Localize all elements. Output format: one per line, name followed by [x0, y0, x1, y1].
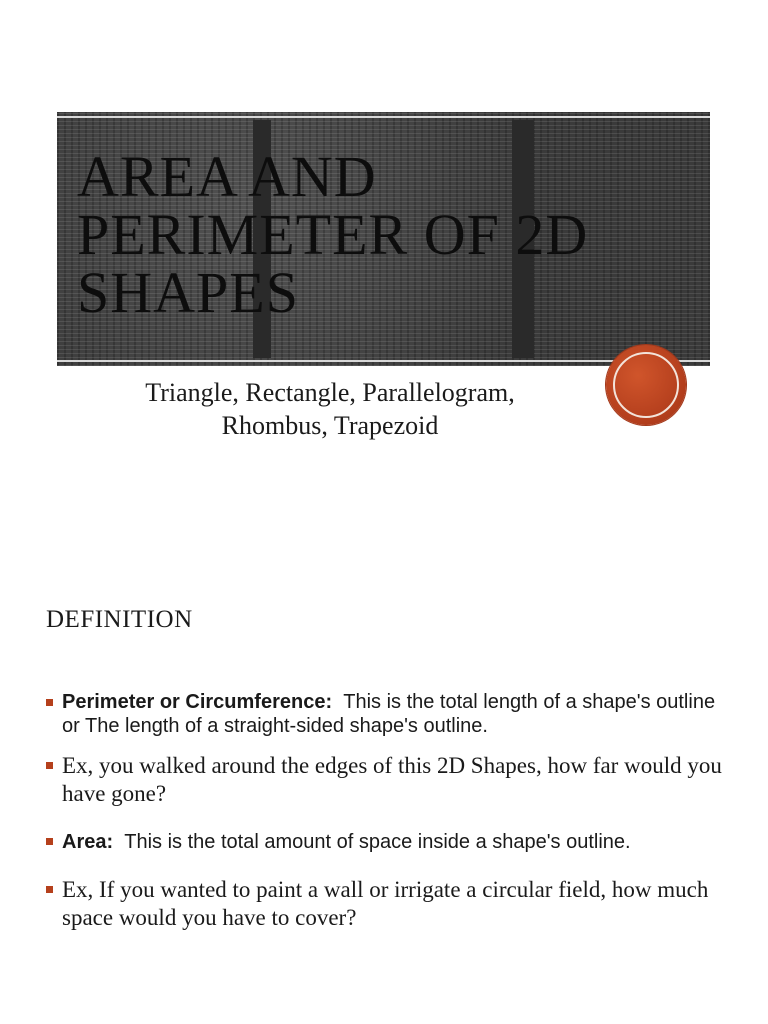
square-bullet-icon — [46, 886, 53, 893]
bullet-text — [62, 822, 726, 862]
bullet-term: Area: — [62, 831, 114, 853]
list-item — [46, 752, 726, 808]
decorative-circle-badge — [606, 345, 686, 425]
list-item — [46, 690, 726, 738]
bullet-text: Ex, you walked around the edges of this 2D Shapes, how far would you have gone? — [62, 753, 722, 806]
badge-ring — [613, 352, 679, 418]
slide-title: AREA AND PERIMETER OF 2D SHAPES — [77, 144, 589, 325]
subtitle-line: Triangle, Rectangle, Parallelogram, — [145, 378, 515, 407]
list-item — [46, 822, 726, 862]
banner-top-rule — [57, 116, 710, 118]
square-bullet-icon — [46, 762, 53, 769]
definition-heading: DEFINITION — [46, 606, 193, 633]
slide-subtitle — [95, 376, 565, 442]
square-bullet-icon — [46, 838, 53, 845]
subtitle-line: Rhombus, Trapezoid — [221, 411, 439, 440]
square-bullet-icon — [46, 699, 53, 706]
bullet-text — [62, 690, 726, 738]
bullet-body: This is the total amount of space inside a shape's outline. — [124, 831, 631, 853]
list-item — [46, 876, 726, 932]
definition-list — [46, 690, 726, 932]
title-banner — [57, 112, 710, 366]
bullet-text: Ex, If you wanted to paint a wall or irrigate a circular field, how much space would you have to cover? — [62, 877, 709, 930]
bullet-body: This is the total length of a shape's outline or The length of a straight-sided shape's outline. — [62, 691, 716, 737]
bullet-term: Perimeter or Circumference: — [62, 691, 333, 713]
